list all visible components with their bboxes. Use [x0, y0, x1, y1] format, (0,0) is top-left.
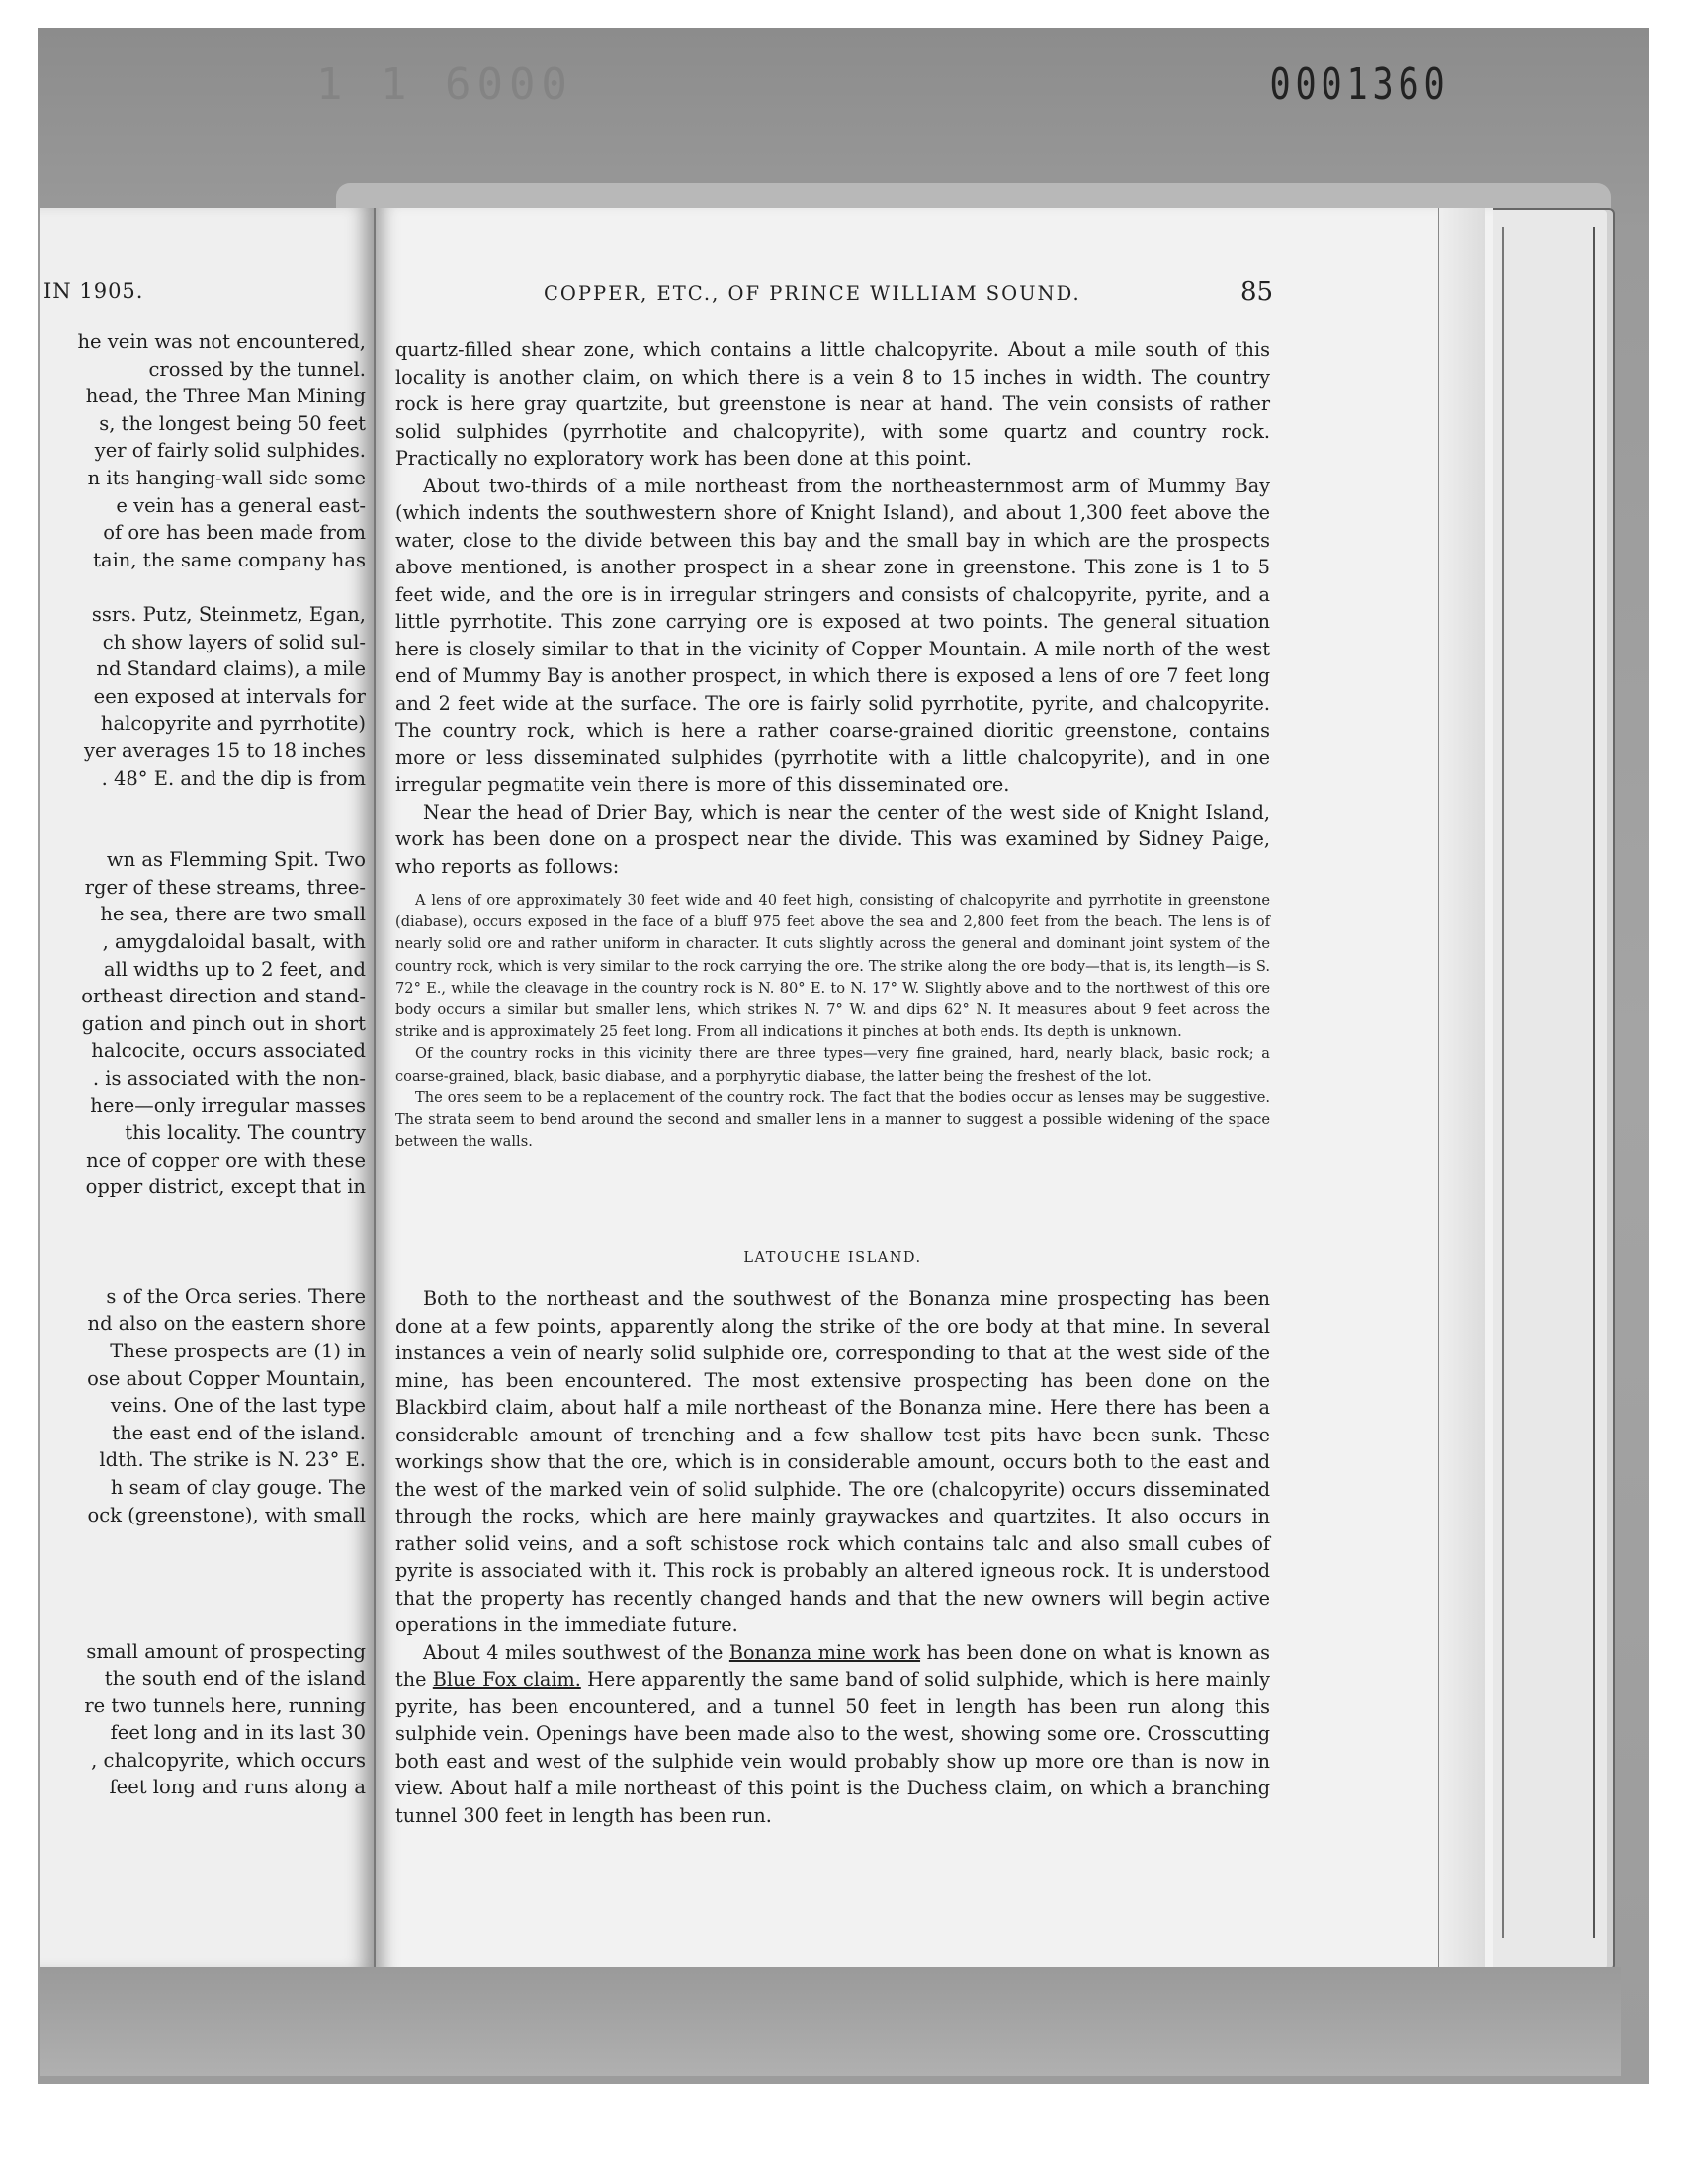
left-page-line: , amygdaloidal basalt, with: [102, 930, 366, 954]
left-page-line: ortheast direction and stand-: [81, 985, 366, 1008]
left-page-line: ch show layers of solid sul-: [102, 630, 366, 653]
left-page-line: the south end of the island: [104, 1667, 366, 1691]
left-page-text: [45, 328, 374, 1801]
left-page-line: ssrs. Putz, Steinmetz, Egan,: [91, 602, 366, 626]
scanner-bottom-shadow: [40, 1967, 1621, 2076]
left-page-line: he sea, there are two small: [100, 903, 366, 926]
left-page-line: halcopyrite and pyrrhotite): [100, 712, 366, 736]
quote-paragraph-2: Of the country rocks in this vicinity there are three types—very fine grained, hard, nearly black, basic rock; a coarse-grained, black, basic diabase, and a porphyrytic diabase, the latter being the freshest of the lot.: [395, 1045, 1270, 1085]
left-page-line: this locality. The country: [125, 1121, 366, 1145]
left-page-line: e vein has a general east-: [116, 493, 366, 517]
page-number: 85: [1240, 277, 1274, 306]
paragraph-5: [395, 1639, 1270, 1830]
document-stamp-number: 0001360: [1269, 59, 1449, 110]
left-page-line: rger of these streams, three-: [84, 875, 366, 899]
left-page-line: . is associated with the non-: [92, 1067, 366, 1090]
left-page-line: yer averages 15 to 18 inches: [83, 739, 366, 762]
quote-paragraph-3: The ores seem to be a replacement of the country rock. The fact that the bodies occur as lenses may be suggestive. The strata seem to bend around the second and smaller lens in a manner to suggest a possible widening of the space between the walls.: [395, 1088, 1270, 1151]
paragraph-3: Near the head of Drier Bay, which is near the center of the west side of Knight Island, work has been done on a prospect near the divide. This was examined by Sidney Paige, who reports as follows:: [395, 800, 1270, 878]
left-page-line: tain, the same company has: [93, 548, 366, 571]
left-page-line: crossed by the tunnel.: [148, 357, 366, 381]
paragraph-5-part-b: has been done on what is known as the: [395, 1640, 1271, 1691]
left-page-line: [45, 1556, 374, 1584]
faint-stamp: 1 1 6000: [316, 59, 573, 110]
left-page-line: here—only irregular masses: [90, 1093, 366, 1117]
left-page-line: he vein was not encountered,: [77, 330, 366, 353]
paragraph-2: About two-thirds of a mile northeast from the northeasternmost arm of Mummy Bay (which indents the southwestern shore of Knight Island), and about 1,300 feet above the water, close to the divide between this bay and the small bay in which are the prospects above mentioned, is another prospect in a shear zone in greenstone. This zone is 1 to 5 feet wide, and the ore is in irregular stringers and consists of chalcopyrite, pyrite, and a little pyrrhotite. This zone carrying ore is exposed at two points. The general situation here is closely similar to that in the vicinity of Copper Mountain. A mile north of the west end of Mummy Bay is another prospect, in which there is exposed a lens of ore 7 feet long and 2 feet wide at the surface. The ore is fairly solid pyrrhotite, pyrite, and chalcopyrite. The country rock, which is here a rather coarse-grained dioritic greenstone, contains more or less disseminated sulphides (pyrrhotite with a little chalcopyrite), and in one irregular pegmatite vein there is more of this disseminated ore.: [395, 474, 1270, 796]
left-page-line: feet long and runs along a: [109, 1776, 366, 1799]
left-page-line: feet long and in its last 30: [110, 1721, 366, 1745]
left-page-line: n its hanging-wall side some: [87, 466, 366, 489]
quote-paragraph-1: A lens of ore approximately 30 feet wide and 40 feet high, consisting of chalcopyrite and pyrrhotite in greenstone (diabase), occurs exposed in the face of a bluff 975 feet above the sea and 2,800 feet from the beach. The lens is of nearly solid ore and rather uniform in character. It cuts slightly across the general and dominant joint system of the country rock, which is very similar to the rock carrying the ore. The strike along the ore body—that is, its length—is S. 72° E., while the cleavage in the country rock is N. 80° E. to N. 17° W. Slightly above and to the northwest of this ore body occurs a similar but smaller lens, which strikes N. 7° W. and dips 62° N. It measures about 9 feet across the strike and is approximately 25 feet long. From all indications it pinches at both ends. Its depth is unknown.: [395, 892, 1270, 1041]
paragraph-4: Both to the northeast and the southwest of the Bonanza mine prospecting has been done at a few points, apparently along the strike of the ore body at that mine. In several instances a vein of nearly solid sulphide ore, corresponding to that at the west side of the mine, has been encountered. The most extensive prospecting has been done on the Blackbird claim, about half a mile northeast of the Bonanza mine. Here there has been a considerable amount of trenching and a few shallow test pits have been sunk. These workings show that the ore, which is in considerable amount, occurs both to the east and the west of the marked vein of solid sulphide. The ore (chalcopyrite) occurs disseminated through the rocks, which are here mainly graywackes and quartzites. It also occurs in rather solid veins, and a soft schistose rock which contains talc and also small cubes of pyrite is associated with it. This rock is probably an altered igneous rock. It is understood that the property has recently changed hands and that the new owners will begin active operations in the immediate future.: [395, 1287, 1270, 1636]
left-page-line: the east end of the island.: [112, 1421, 366, 1444]
left-page-line: all widths up to 2 feet, and: [103, 957, 366, 981]
left-page-line: yer of fairly solid sulphides.: [94, 439, 366, 463]
left-page-line: h seam of clay gouge. The: [110, 1475, 366, 1499]
left-page-line: small amount of prospecting: [86, 1639, 366, 1663]
left-page-line: These prospects are (1) in: [110, 1339, 366, 1362]
left-page-line: een exposed at intervals for: [93, 684, 366, 708]
left-page-line: , chalcopyrite, which occurs: [91, 1748, 366, 1772]
page-stack-edge-inner: [1502, 227, 1595, 1938]
left-page-line: s, the longest being 50 feet: [99, 411, 366, 435]
left-page-line: gation and pinch out in short: [81, 1011, 366, 1035]
left-page-line: re two tunnels here, running: [84, 1694, 366, 1717]
paragraph-5-part-c: Here apparently the same band of solid sulphide, which is here mainly pyrite, has been encountered, and a tunnel 50 feet in length has been run along this sulphide vein. Openings have been made also to the west, showing some ore. Crosscutting both east and west of the sulphide vein would probably show up more ore than is now in view. About half a mile northeast of this point is the Duchess claim, on which a branching tunnel 300 feet in length has been run.: [395, 1668, 1270, 1827]
left-page-line: [45, 1610, 374, 1638]
left-page-line: nd Standard claims), a mile: [96, 657, 366, 681]
left-page-line: [45, 1583, 374, 1610]
left-page-line: [45, 1229, 374, 1257]
upper-text-block: [395, 336, 1270, 1153]
main-page-right-edge: [1438, 208, 1485, 1987]
left-page-line: [45, 1256, 374, 1283]
left-page-line: ose about Copper Mountain,: [87, 1366, 366, 1390]
left-page-line: [45, 1528, 374, 1556]
left-page-line: [45, 820, 374, 847]
left-page-line: opper district, except that in: [85, 1175, 366, 1199]
paragraph-1: quartz-filled shear zone, which contains a little chalcopyrite. About a mile south of this locality is another claim, on which there is a vein 8 to 15 inches in width. The country rock is here gray quartzite, but greenstone is near at hand. The vein consists of rather solid sulphides (pyrrhotite and chalcopyrite), with some quartz and country rock. Practically no exploratory work has been done at this point.: [395, 338, 1270, 470]
left-page-line: halcocite, occurs associated: [91, 1039, 366, 1063]
left-page-line: veins. One of the last type: [110, 1394, 366, 1418]
running-header: COPPER, ETC., OF PRINCE WILLIAM SOUND.: [544, 282, 1081, 304]
left-page-line: head, the Three Man Mining: [85, 385, 366, 408]
left-page-line: nce of copper ore with these: [86, 1148, 366, 1172]
left-page-line: of ore has been made from: [103, 521, 366, 545]
left-page-line: . 48° E. and the dip is from: [101, 766, 366, 790]
left-page: [40, 208, 377, 1967]
paragraph-5-part-a: About 4 miles southwest of the: [423, 1640, 729, 1664]
left-page-line: ldth. The strike is N. 23° E.: [99, 1448, 366, 1472]
left-page-line: s of the Orca series. There: [106, 1284, 366, 1308]
blue-fox-claim-underlined: Blue Fox claim.: [432, 1668, 581, 1691]
left-page-line: [45, 792, 374, 820]
left-page-line: [45, 573, 374, 601]
lower-text-block: [395, 1285, 1270, 1829]
section-heading: LATOUCHE ISLAND.: [743, 1250, 922, 1265]
left-page-line: ock (greenstone), with small: [87, 1503, 366, 1526]
left-page-header: IN 1905.: [43, 279, 144, 303]
left-page-line: [45, 1201, 374, 1229]
bonanza-mine-underlined: Bonanza mine work: [728, 1640, 921, 1664]
left-page-line: nd also on the eastern shore: [87, 1312, 366, 1336]
left-page-line: wn as Flemming Spit. Two: [106, 848, 366, 872]
